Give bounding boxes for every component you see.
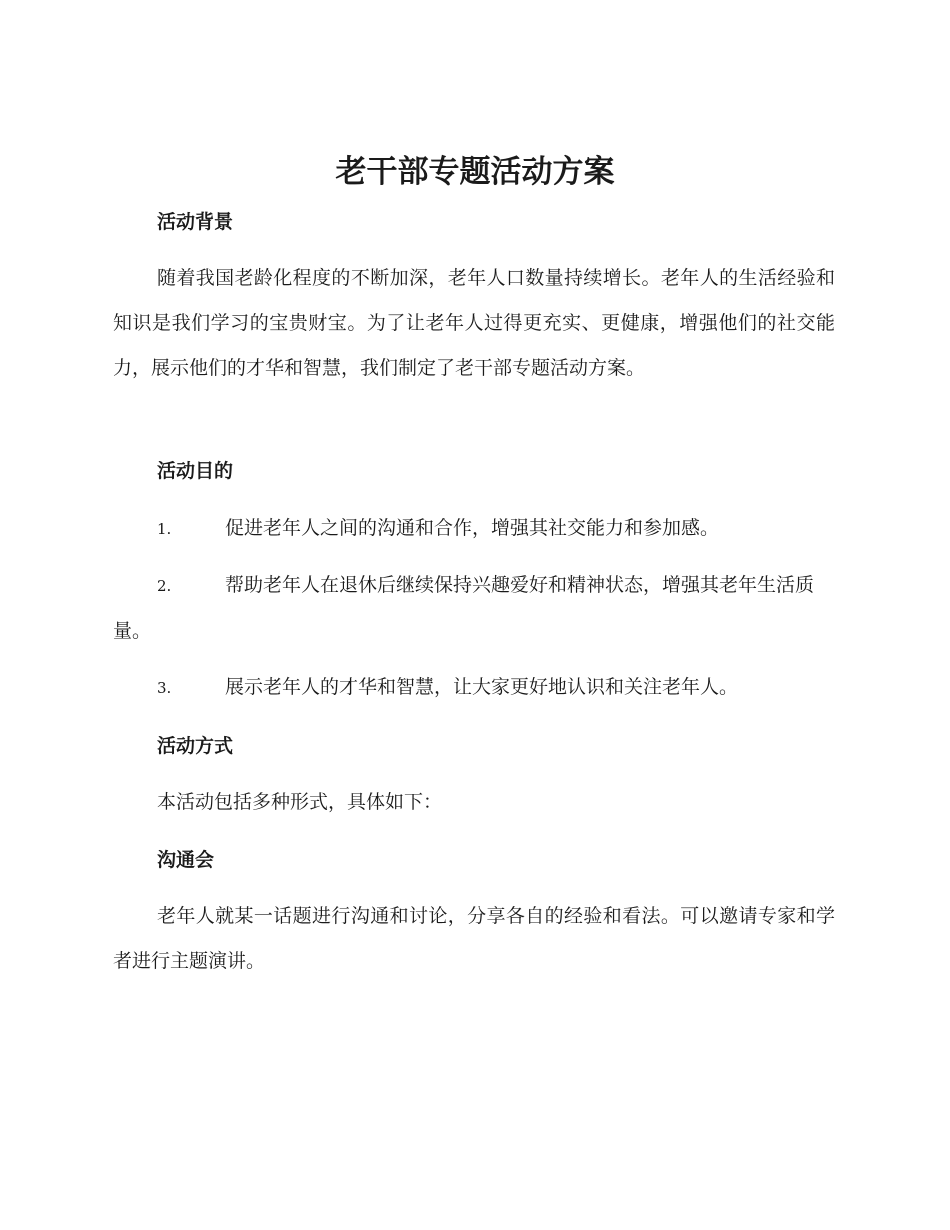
section-heading-method: 活动方式 [157, 735, 234, 757]
list-item [113, 506, 835, 552]
communication-paragraph: 老年人就某一话题进行沟通和讨论，分享各自的经验和看法。可以邀请专家和学者进行主题演讲。 [113, 905, 835, 972]
list-item-text: 促进老年人之间的沟通和合作，增强其社交能力和参加感。 [225, 517, 720, 539]
list-item [113, 563, 835, 654]
section-heading-purpose: 活动目的 [157, 460, 234, 482]
method-paragraph: 本活动包括多种形式，具体如下： [157, 791, 443, 813]
list-item-text: 展示老年人的才华和智慧，让大家更好地认识和关注老年人。 [225, 676, 739, 698]
document-title: 老干部专题活动方案 [335, 154, 615, 190]
list-item-number: 2. [157, 577, 172, 595]
list-item [113, 665, 835, 711]
list-item-number: 1. [157, 520, 172, 538]
list-item-number: 3. [157, 679, 172, 697]
list-item-text: 帮助老年人在退休后继续保持兴趣爱好和精神状态，增强其老年生活质量。 [113, 574, 815, 642]
background-paragraph: 随着我国老龄化程度的不断加深，老年人口数量持续增长。老年人的生活经验和知识是我们学习的宝贵财宝。为了让老年人过得更充实、更健康，增强他们的社交能力，展示他们的才华和智慧，我们制定了老干部专题活动方案。 [113, 267, 835, 379]
section-heading-background: 活动背景 [157, 211, 234, 233]
section-heading-communication: 沟通会 [157, 849, 215, 871]
